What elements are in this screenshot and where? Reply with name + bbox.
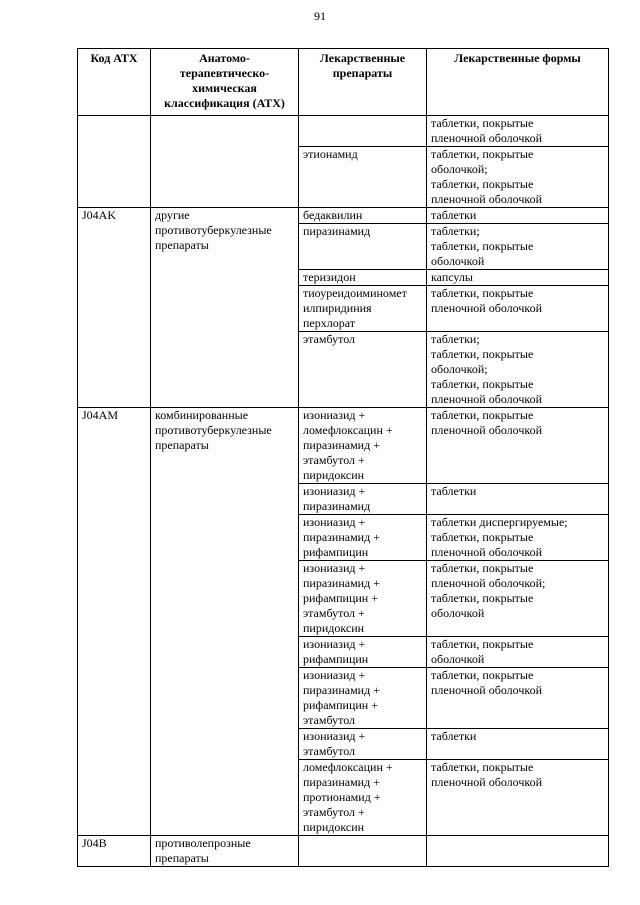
form-cell: капсулы [427,270,609,286]
form-cell: таблетки; таблетки, покрытые оболочкой; таблетки, покрытые пленочной оболочкой [427,332,609,408]
code-cell: J04AK [78,208,151,408]
form-cell [427,836,609,867]
drug-cell: изониазид + пиразинамид + рифампицин + этамбутол [299,668,427,729]
form-cell: таблетки, покрытые пленочной оболочкой; таблетки, покрытые оболочкой [427,561,609,637]
classification-cell: комбинированные противотуберкулезные препараты [151,408,299,836]
header-drugs: Лекарственные препараты [299,49,427,116]
drug-cell: тиоуреидоиминомет илпиридиния перхлорат [299,286,427,332]
drug-cell: изониазид + пиразинамид [299,484,427,515]
page-number: 91 [314,9,326,23]
drug-cell: этионамид [299,147,427,208]
drug-cell: бедаквилин [299,208,427,224]
drug-cell: изониазид + ломефлоксацин + пиразинамид + этамбутол + пиридоксин [299,408,427,484]
table-row [78,836,609,867]
code-cell: J04AM [78,408,151,836]
header-forms: Лекарственные формы [427,49,609,116]
form-cell: таблетки, покрытые пленочной оболочкой [427,760,609,836]
drug-cell: изониазид + этамбутол [299,729,427,760]
drug-cell: изониазид + пиразинамид + рифампицин [299,515,427,561]
drug-cell [299,116,427,147]
table-header-row [78,49,609,116]
form-cell: таблетки, покрытые пленочной оболочкой [427,286,609,332]
code-cell: J04B [78,836,151,867]
code-cell [78,116,151,208]
table-row [78,116,609,147]
table-row [78,408,609,484]
drug-cell [299,836,427,867]
form-cell: таблетки [427,484,609,515]
drug-cell: этамбутол [299,332,427,408]
form-cell: таблетки, покрытые пленочной оболочкой [427,668,609,729]
form-cell: таблетки, покрытые оболочкой; таблетки, покрытые пленочной оболочкой [427,147,609,208]
classification-cell: противолепрозные препараты [151,836,299,867]
header-classification: Анатомо- терапевтическо- химическая классификация (АТХ) [151,49,299,116]
form-cell: таблетки [427,208,609,224]
form-cell: таблетки; таблетки, покрытые оболочкой [427,224,609,270]
drug-cell: изониазид + рифампицин [299,637,427,668]
drug-cell: теризидон [299,270,427,286]
classification-cell [151,116,299,208]
drug-cell: пиразинамид [299,224,427,270]
form-cell: таблетки, покрытые оболочкой [427,637,609,668]
drug-cell: изониазид + пиразинамид + рифампицин + этамбутол + пиридоксин [299,561,427,637]
form-cell: таблетки [427,729,609,760]
table-row [78,208,609,224]
form-cell: таблетки диспергируемые; таблетки, покрытые пленочной оболочкой [427,515,609,561]
form-cell: таблетки, покрытые пленочной оболочкой [427,116,609,147]
atx-table [77,48,609,867]
classification-cell: другие противотуберкулезные препараты [151,208,299,408]
header-code: Код АТХ [78,49,151,116]
form-cell: таблетки, покрытые пленочной оболочкой [427,408,609,484]
drug-cell: ломефлоксацин + пиразинамид + протионамид + этамбутол + пиридоксин [299,760,427,836]
